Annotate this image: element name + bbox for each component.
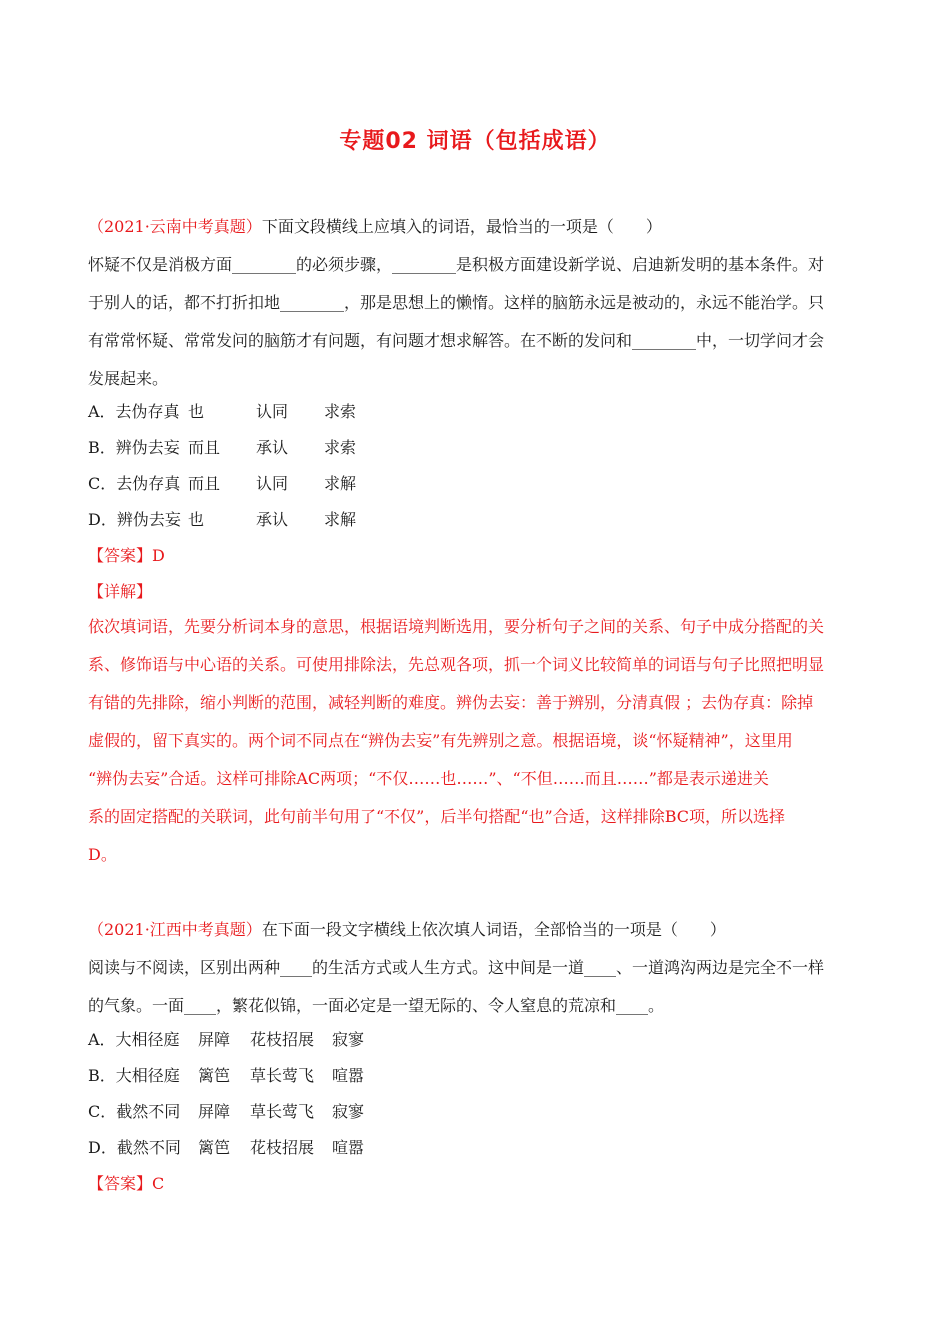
option-text: C．去伪存真: [88, 474, 181, 493]
option-text: 喧嚣: [332, 1138, 365, 1157]
option-text: 而且: [188, 438, 221, 457]
question-header: [88, 208, 858, 246]
option-text: D．辨伪去妄: [88, 510, 181, 529]
option-text: 寂寥: [332, 1030, 365, 1049]
option-text: 求索: [324, 402, 357, 421]
option-d: [88, 1130, 858, 1166]
passage-line: 怀疑不仅是消极方面________的必须步骤，________是积极方面建设新学说、启迪新发明的基本条件。对: [88, 255, 825, 274]
passage-line: 于别人的话，都不打折扣地________，那是思想上的懒惰。这样的脑筋永远是被动的，永远不能治学。只: [88, 293, 825, 312]
passage-line: 发展起来。: [88, 369, 169, 388]
question-header: [88, 911, 858, 949]
option-text: 求解: [324, 510, 357, 529]
detail-line: “辨伪去妄”合适。这样可排除AC两项；“不仅……也……”、“不但……而且……”都是表示递进关: [88, 769, 769, 788]
question-1: [88, 208, 858, 398]
question-passage: [88, 246, 858, 398]
option-text: D．截然不同: [88, 1138, 181, 1157]
option-a: [88, 394, 858, 430]
detail-line: 虚假的，留下真实的。两个词不同点在“辨伪去妄”有先辨别之意。根据语境，谈“怀疑精神”，这里用: [88, 731, 793, 750]
option-text: 屏障: [198, 1102, 231, 1121]
detail-line: D。: [88, 845, 117, 864]
question-stem: 在下面一段文字横线上依次填人词语，全部恰当的一项是（ ）: [261, 920, 726, 939]
question-1-detail: [88, 608, 858, 874]
option-text: 承认: [256, 510, 289, 529]
option-text: 花枝招展: [250, 1030, 315, 1049]
question-2: [88, 911, 858, 1025]
option-text: 认同: [256, 402, 289, 421]
option-text: C．截然不同: [88, 1102, 181, 1121]
option-text: 草长莺飞: [250, 1102, 315, 1121]
option-a: [88, 1022, 858, 1058]
question-stem: 下面文段横线上应填入的词语，最恰当的一项是（ ）: [261, 217, 662, 236]
passage-line: 的气象。一面____，繁花似锦，一面必定是一望无际的、令人窒息的荒凉和____。: [88, 996, 665, 1015]
page-title: 专题02 词语（包括成语）: [339, 129, 611, 154]
detail-line: 系、修饰语与中心语的关系。可使用排除法，先总观各项，抓一个词义比较简单的词语与句子比照把明显: [88, 655, 825, 674]
option-text: 篱笆: [198, 1066, 231, 1085]
option-text: 喧嚣: [332, 1066, 365, 1085]
option-text: 篱笆: [198, 1138, 231, 1157]
option-c: [88, 466, 858, 502]
option-text: 也: [188, 402, 205, 421]
detail-line: 系的固定搭配的关联词，此句前半句用了“不仅”，后半句搭配“也”合适，这样排除BC项，所以选择: [88, 807, 786, 826]
option-text: 而且: [188, 474, 221, 493]
option-b: [88, 1058, 858, 1094]
option-text: 承认: [256, 438, 289, 457]
question-passage: [88, 949, 858, 1025]
question-2-options: [88, 1022, 858, 1202]
answer-label: 【答案】C: [88, 1174, 165, 1193]
answer-label: 【答案】D: [88, 546, 165, 565]
option-text: A．去伪存真: [88, 402, 180, 421]
option-d: [88, 502, 858, 538]
option-text: B．大相径庭: [88, 1066, 180, 1085]
option-text: 屏障: [198, 1030, 231, 1049]
option-text: 求索: [324, 438, 357, 457]
option-text: 寂寥: [332, 1102, 365, 1121]
option-text: 草长莺飞: [250, 1066, 315, 1085]
option-text: 求解: [324, 474, 357, 493]
option-text: B．辨伪去妄: [88, 438, 180, 457]
option-text: 也: [188, 510, 205, 529]
option-text: A．大相径庭: [88, 1030, 180, 1049]
question-1-options: [88, 394, 858, 610]
detail-line: 有错的先排除，缩小判断的范围，减轻判断的难度。辨伪去妄：善于辨别，分清真假 ；去伪存真：除掉: [88, 693, 814, 712]
option-text: 认同: [256, 474, 289, 493]
question-source: （2021·江西中考真题）: [88, 920, 262, 939]
passage-line: 有常常怀疑、常常发问的脑筋才有问题，有问题才想求解答。在不断的发问和________中，一切学问才会: [88, 331, 825, 350]
detail-label: 【详解】: [88, 582, 153, 601]
detail-line: 依次填词语，先要分析词本身的意思，根据语境判断选用，要分析句子之间的关系、句子中成分搭配的关: [88, 617, 825, 636]
option-b: [88, 430, 858, 466]
passage-line: 阅读与不阅读，区别出两种____的生活方式或人生方式。这中间是一道____、一道鸿沟两边是完全不一样: [88, 958, 825, 977]
option-text: 花枝招展: [250, 1138, 315, 1157]
question-source: （2021·云南中考真题）: [88, 217, 262, 236]
option-c: [88, 1094, 858, 1130]
